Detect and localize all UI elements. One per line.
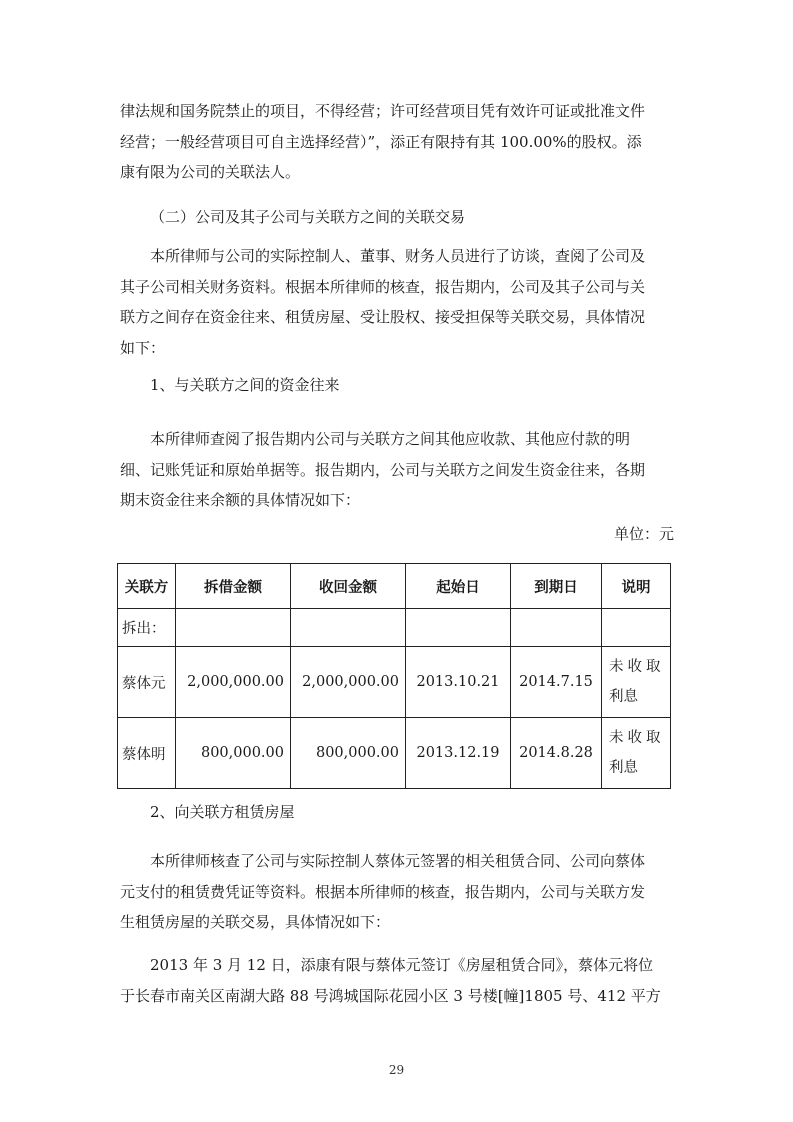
note-line: 未收取 bbox=[609, 730, 665, 746]
note-line: 利息 bbox=[609, 760, 638, 776]
cell-start-date: 2013.12.19 bbox=[406, 718, 511, 789]
paragraph-interview bbox=[120, 241, 674, 363]
cell-party: 蔡体明 bbox=[118, 718, 176, 789]
cell-loan-amount: 2,000,000.00 bbox=[176, 647, 291, 718]
note-line: 未收取 bbox=[609, 659, 665, 675]
text-line: 细、记账凭证和原始单据等。报告期内，公司与关联方之间发生资金往来，各期 bbox=[120, 460, 646, 479]
text-line: 康有限为公司的关联法人。 bbox=[120, 163, 301, 181]
empty-cell bbox=[291, 609, 406, 647]
text-line: 生租赁房屋的关联交易，具体情况如下： bbox=[120, 913, 391, 931]
header-party: 关联方 bbox=[118, 564, 176, 609]
text-line: 期末资金往来余额的具体情况如下： bbox=[120, 491, 361, 509]
empty-cell bbox=[511, 609, 602, 647]
table-header-row bbox=[118, 564, 671, 609]
paragraph-fund-review bbox=[120, 424, 674, 516]
header-start-date: 起始日 bbox=[406, 564, 511, 609]
fund-transfer-table bbox=[117, 563, 671, 789]
empty-cell bbox=[602, 609, 671, 647]
text-line: 如下： bbox=[120, 338, 166, 357]
empty-cell bbox=[406, 609, 511, 647]
text-line: 本所律师查阅了报告期内公司与关联方之间其他应收款、其他应付款的明 bbox=[150, 430, 631, 448]
cell-party: 蔡体元 bbox=[118, 647, 176, 718]
header-end-date: 到期日 bbox=[511, 564, 602, 609]
cell-end-date: 2014.8.28 bbox=[511, 718, 602, 789]
text-line: 元支付的租赁费凭证等资料。根据本所律师的核查，报告期内，公司与关联方发 bbox=[120, 882, 646, 901]
text-line: 本所律师与公司的实际控制人、董事、财务人员进行了访谈，查阅了公司及 bbox=[150, 247, 646, 265]
subheading-fund-transfers: 1、与关联方之间的资金往来 bbox=[150, 376, 340, 394]
text-line: 律法规和国务院禁止的项目，不得经营；许可经营项目凭有效许可证或批准文件 bbox=[120, 102, 646, 120]
header-loan-amount: 拆借金额 bbox=[176, 564, 291, 609]
cell-loan-amount: 800,000.00 bbox=[176, 718, 291, 789]
cell-start-date: 2013.10.21 bbox=[406, 647, 511, 718]
cell-returned-amount: 800,000.00 bbox=[291, 718, 406, 789]
paragraph-lease-contract bbox=[120, 950, 674, 1011]
text-line: 联方之间存在资金往来、租赁房屋、受让股权、接受担保等关联交易，具体情况 bbox=[120, 308, 646, 326]
cell-returned-amount: 2,000,000.00 bbox=[291, 647, 406, 718]
page-number: 29 bbox=[388, 1063, 405, 1077]
cell-end-date: 2014.7.15 bbox=[511, 647, 602, 718]
cell-note bbox=[602, 718, 671, 789]
section-label: 拆出： bbox=[118, 609, 176, 647]
subheading-property-lease: 2、向关联方租赁房屋 bbox=[150, 803, 295, 821]
text-line: 本所律师核查了公司与实际控制人蔡体元签署的相关租赁合同、公司向蔡体 bbox=[150, 852, 646, 870]
header-note: 说明 bbox=[602, 564, 671, 609]
table-row bbox=[118, 647, 671, 718]
unit-label: 单位：元 bbox=[613, 525, 674, 543]
text-line: 经营；一般经营项目可自主选择经营）”，添正有限持有其 100.00%的股权。添 bbox=[120, 132, 642, 151]
section-heading-related-transactions: （二）公司及其子公司与关联方之间的关联交易 bbox=[150, 208, 466, 226]
text-line: 2013 年 3 月 12 日，添康有限与蔡体元签订《房屋租赁合同》，蔡体元将位 bbox=[150, 956, 654, 974]
text-line: 于长春市南关区南湖大路 88 号鸿城国际花园小区 3 号楼[幢]1805 号、412 平方 bbox=[120, 986, 661, 1005]
table-section-row bbox=[118, 609, 671, 647]
cell-note bbox=[602, 647, 671, 718]
paragraph-business-scope bbox=[120, 96, 674, 188]
text-line: 其子公司相关财务资料。根据本所律师的核查，报告期内，公司及其子公司与关 bbox=[120, 277, 646, 296]
note-line: 利息 bbox=[609, 689, 638, 705]
empty-cell bbox=[176, 609, 291, 647]
table-row bbox=[118, 718, 671, 789]
header-returned-amount: 收回金额 bbox=[291, 564, 406, 609]
paragraph-lease-review bbox=[120, 846, 674, 938]
